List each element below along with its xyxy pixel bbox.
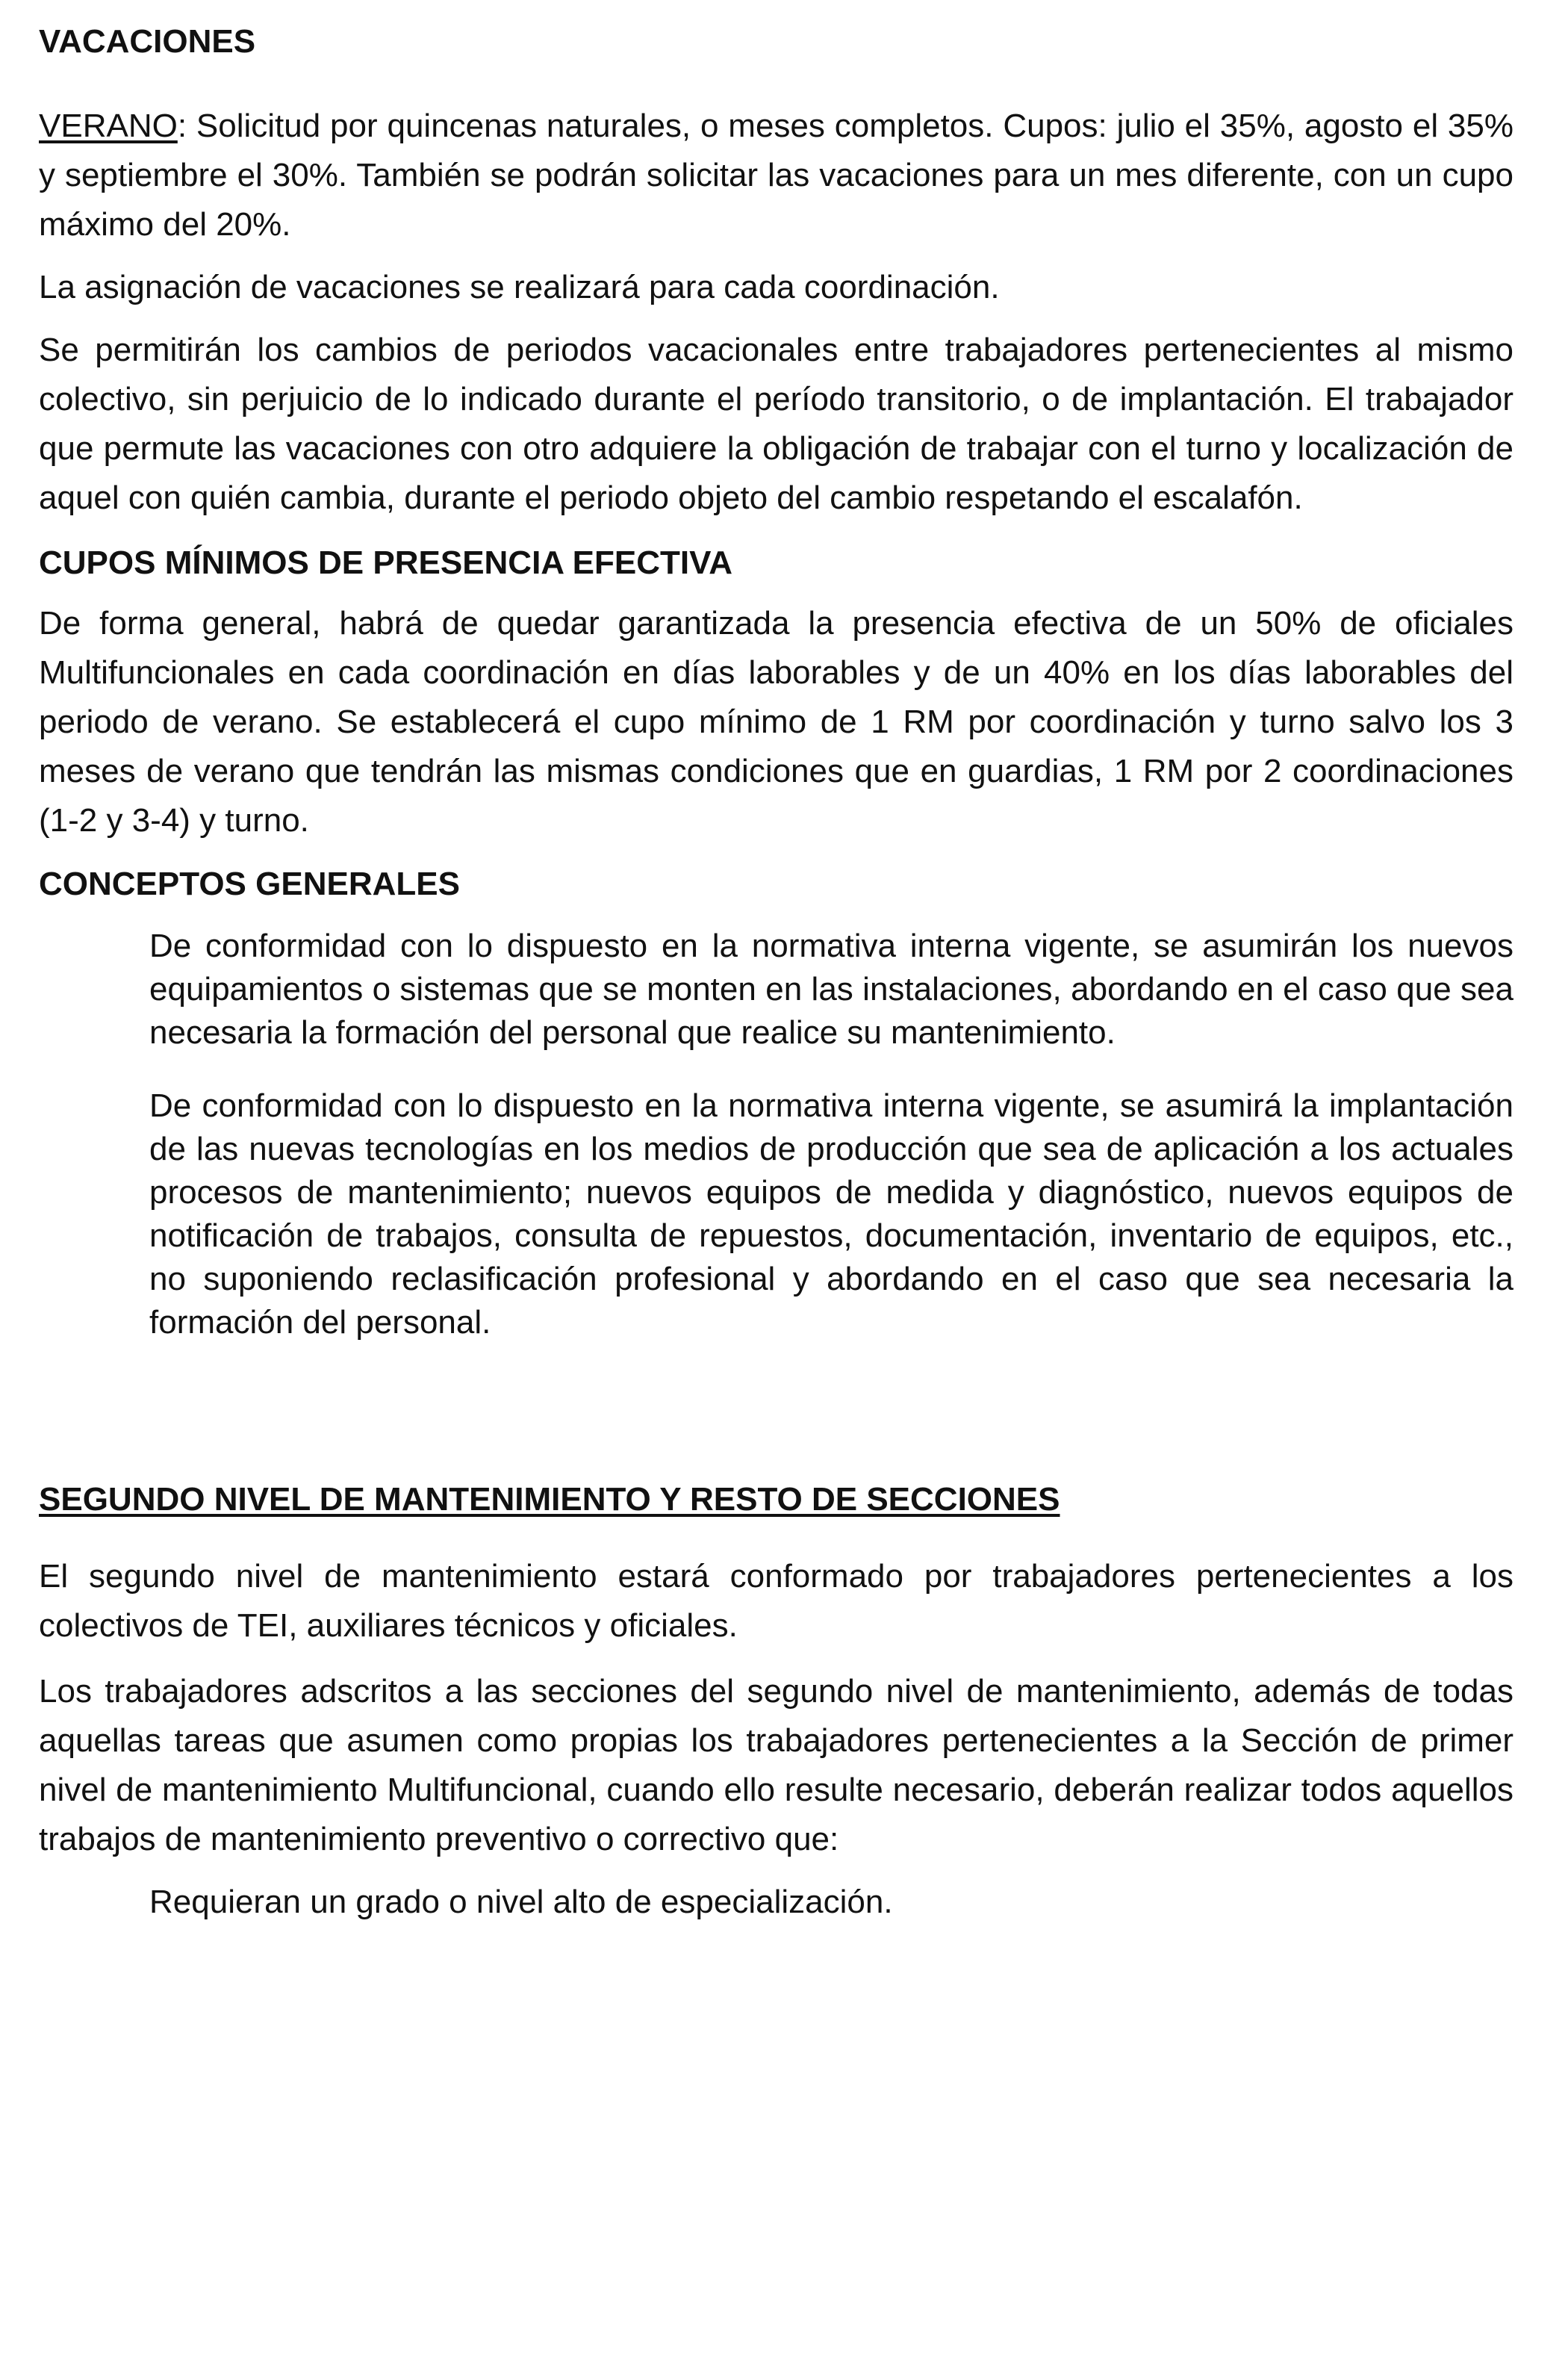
paragraph-conceptos-2: De conformidad con lo dispuesto en la normativa interna vigente, se asumirá la implantación de las nuevas tecnologías en los medios de producción que sea de aplicación a los actuales procesos de mantenimiento; nuevos equipos de medida y diagnóstico, nuevos equipos de notificación de trabajos, consulta de repuestos, documentación, inventario de equipos, etc., no suponiendo reclasificación profesional y abordando en el caso que sea necesaria la formación del personal. [149, 1087, 1513, 1341]
heading-vacaciones: VACACIONES [39, 23, 256, 60]
paragraph-conceptos-1: De conformidad con lo dispuesto en la normativa interna vigente, se asumirán los nuevos equipamientos o sistemas que se monten en las instalaciones, abordando en el caso que sea necesaria la formación del personal que realice su mantenimiento. [149, 928, 1513, 1051]
paragraph-cambios: Se permitirán los cambios de periodos vacacionales entre trabajadores pertenecientes al mismo colectivo, sin perjuicio de lo indicado durante el período transitorio, o de implantación. El trabajador que permute las vacaciones con otro adquiere la obligación de trabajar con el turno y localización de aquel con quién cambia, durante el periodo objeto del cambio respetando el escalafón. [39, 332, 1513, 516]
heading-cupos: CUPOS MÍNIMOS DE PRESENCIA EFECTIVA [39, 544, 732, 581]
paragraph-segundo-2: Los trabajadores adscritos a las secciones del segundo nivel de mantenimiento, además de todas aquellas tareas que asumen como propias los trabajadores pertenecientes a la Sección de primer nivel de mantenimiento Multifuncional, cuando ello resulte necesario, deberán realizar todos aquellos trabajos de mantenimiento preventivo o correctivo que: [39, 1673, 1513, 1857]
paragraph-asignacion: La asignación de vacaciones se realizará para cada coordinación. [39, 269, 1000, 305]
verano-label: VERANO [39, 108, 178, 144]
heading-segundo-nivel: SEGUNDO NIVEL DE MANTENIMIENTO Y RESTO DE SECCIONES [39, 1481, 1060, 1518]
heading-conceptos: CONCEPTOS GENERALES [39, 866, 460, 902]
paragraph-verano [39, 102, 1513, 249]
document-page [39, 19, 1513, 1924]
paragraph-segundo-1: El segundo nivel de mantenimiento estará conformado por trabajadores pertenecientes a los colectivos de TEI, auxiliares técnicos y oficiales. [39, 1558, 1513, 1644]
verano-text: : Solicitud por quincenas naturales, o meses completos. Cupos: julio el 35%, agosto el 35% y septiembre el 30%. También se podrán solicitar las vacaciones para un mes diferente, con un cupo máximo del 20%. [39, 108, 1513, 243]
list-item-especializacion: Requieran un grado o nivel alto de especialización. [149, 1884, 893, 1920]
paragraph-cupos: De forma general, habrá de quedar garantizada la presencia efectiva de un 50% de oficiales Multifuncionales en cada coordinación en días laborables y de un 40% en los días laborables del periodo de verano. Se establecerá el cupo mínimo de 1 RM por coordinación y turno salvo los 3 meses de verano que tendrán las mismas condiciones que en guardias, 1 RM por 2 coordinaciones (1-2 y 3-4) y turno. [39, 605, 1513, 839]
